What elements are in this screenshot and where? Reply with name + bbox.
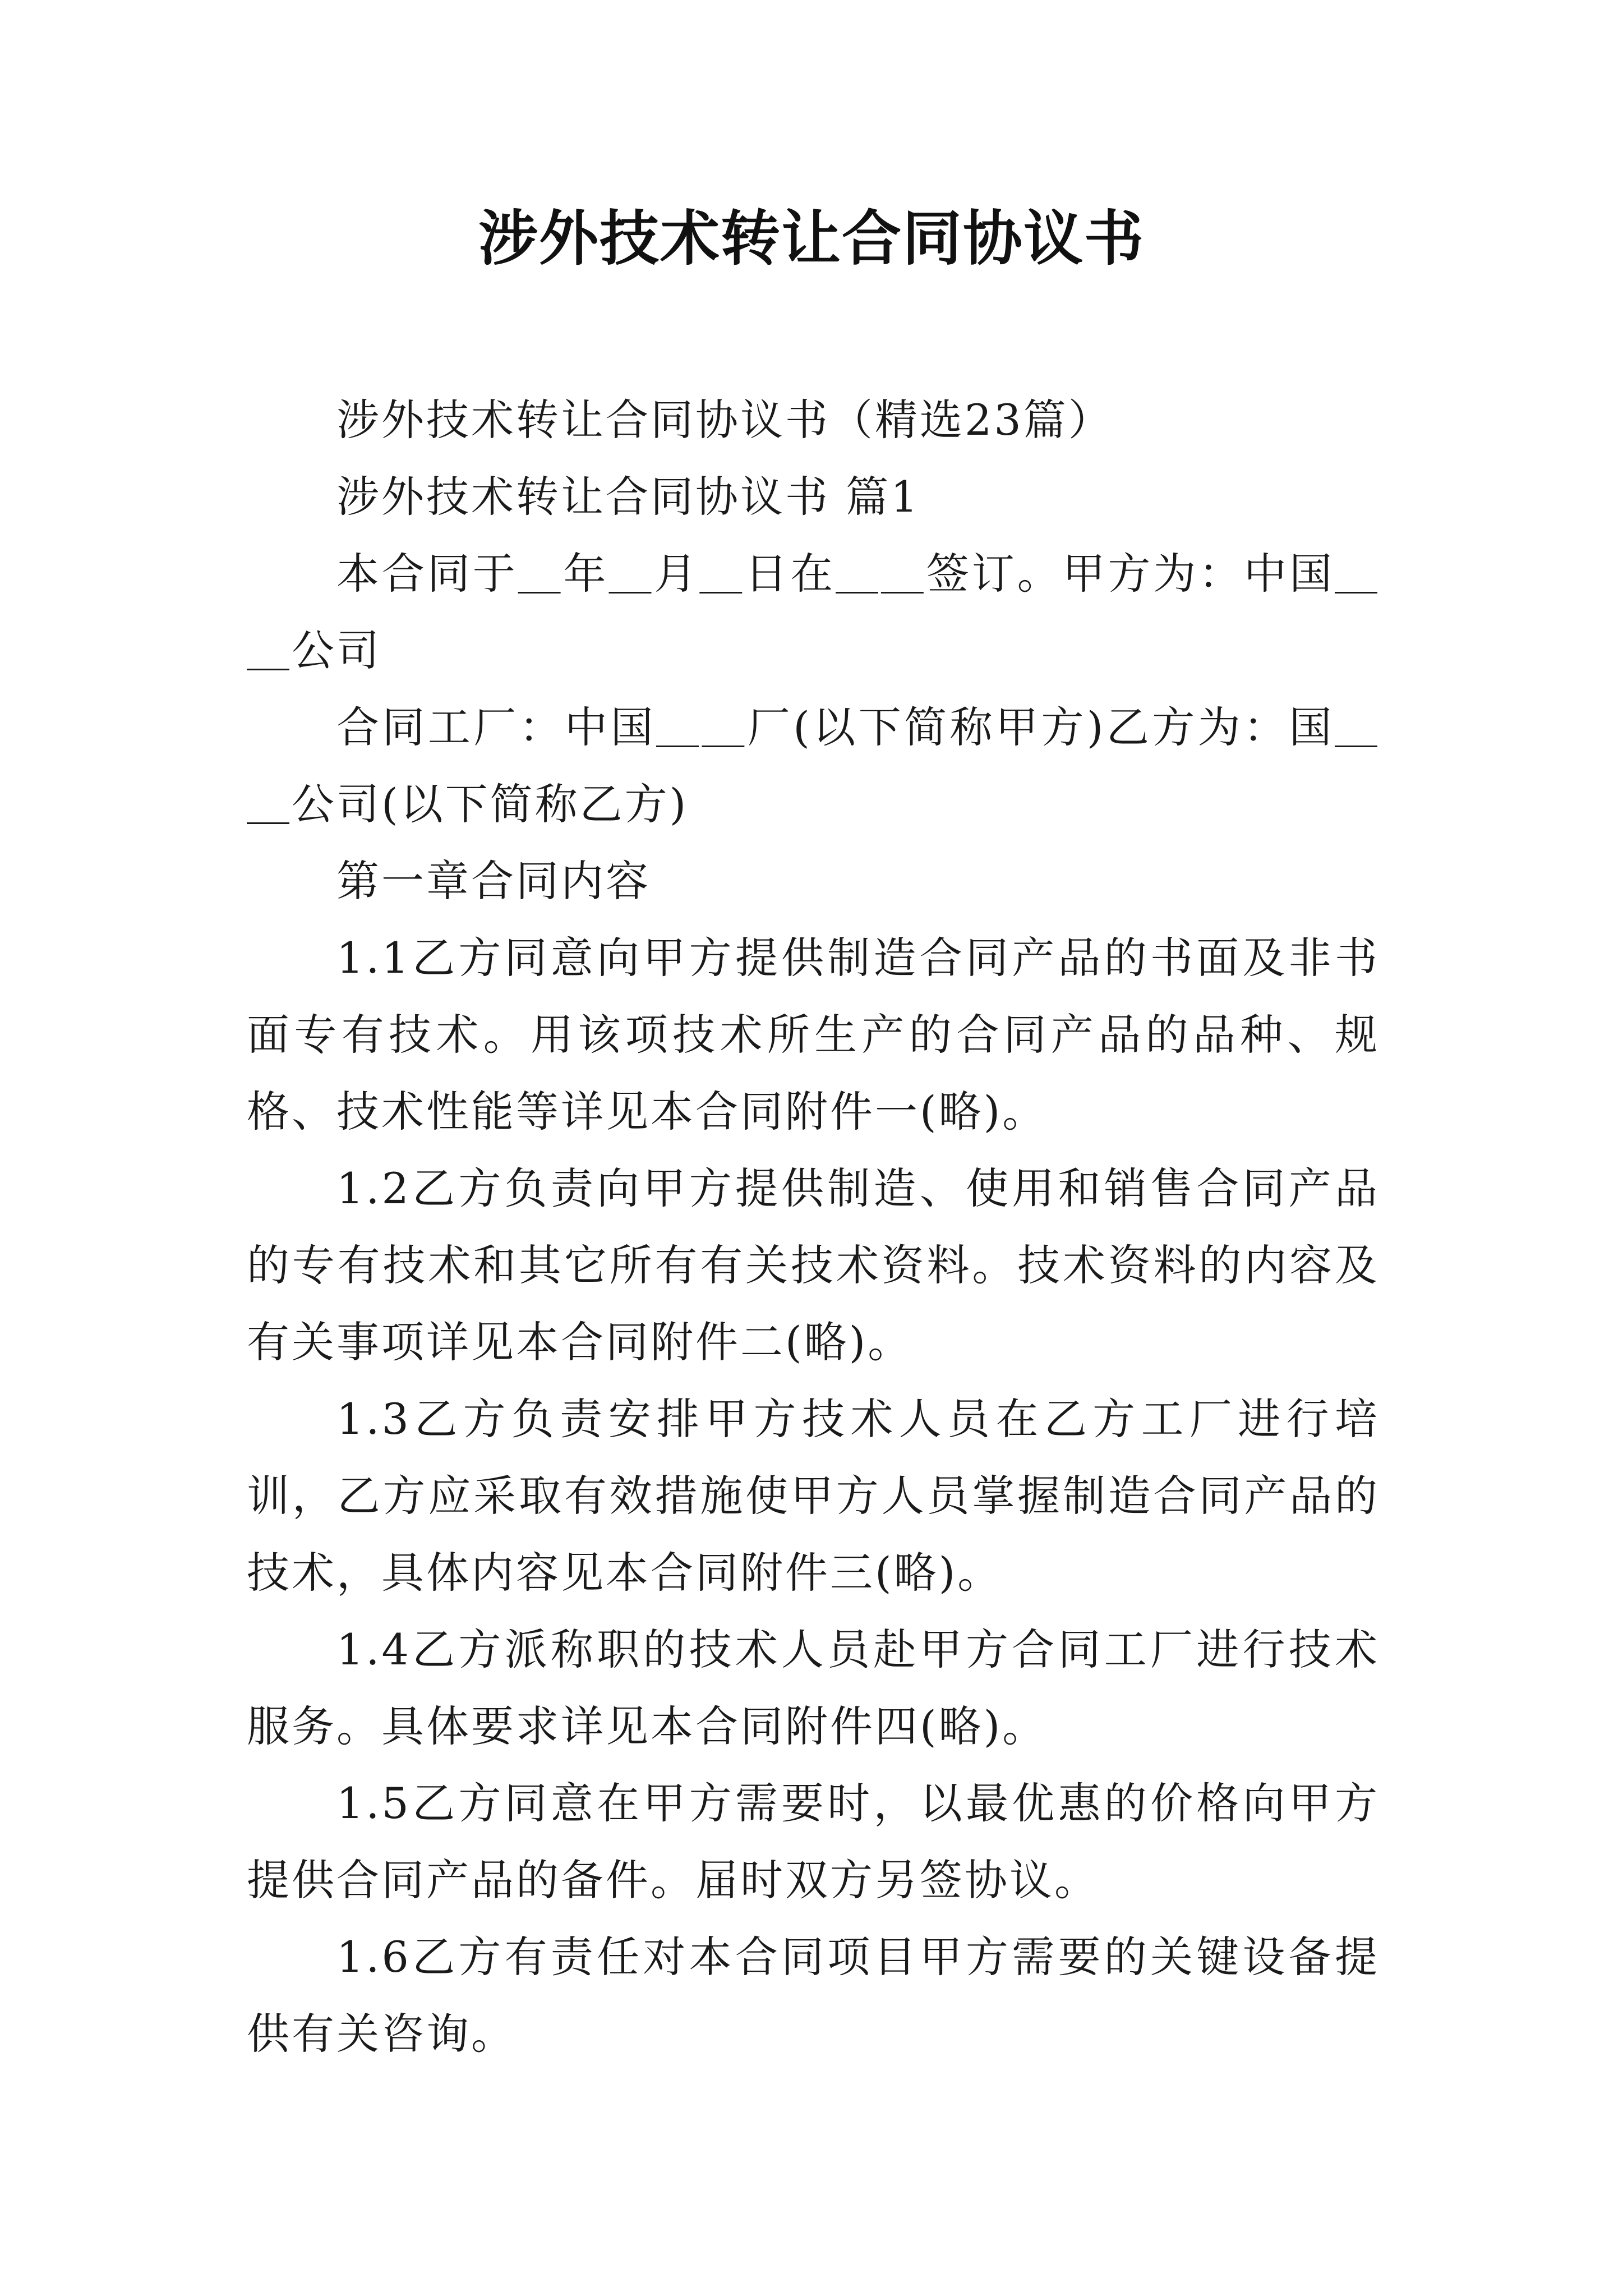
- paragraph-clause-1-4: 1.4乙方派称职的技术人员赴甲方合同工厂进行技术服务。具体要求详见本合同附件四(略)。: [247, 1625, 1380, 1751]
- paragraph-clause-1-5: 1.5乙方同意在甲方需要时，以最优惠的价格向甲方提供合同产品的备件。届时双方另签协议。: [247, 1778, 1380, 1905]
- paragraph-parties: 合同工厂：中国＿＿厂(以下简称甲方)乙方为：国＿＿公司(以下简称乙方): [247, 702, 1380, 829]
- document-body: [247, 381, 1380, 2072]
- paragraph-signing-info: 本合同于＿年＿月＿日在＿＿签订。甲方为：中国＿＿公司: [247, 549, 1380, 675]
- paragraph-clause-1-1: 1.1乙方同意向甲方提供制造合同产品的书面及非书面专有技术。用该项技术所生产的合同产品的品种、规格、技术性能等详见本合同附件一(略)。: [247, 933, 1380, 1137]
- paragraph-clause-1-2: 1.2乙方负责向甲方提供制造、使用和销售合同产品的专有技术和其它所有有关技术资料。技术资料的内容及有关事项详见本合同附件二(略)。: [247, 1163, 1380, 1367]
- paragraph-clause-1-6: 1.6乙方有责任对本合同项目甲方需要的关键设备提供有关咨询。: [247, 1932, 1380, 2059]
- paragraph-subtitle: 涉外技术转让合同协议书（精选23篇）: [336, 395, 1113, 445]
- document-title: 涉外技术转让合同协议书: [478, 203, 1145, 273]
- paragraph-chapter-heading: 第一章合同内容: [336, 856, 651, 906]
- paragraph-section-heading: 涉外技术转让合同协议书 篇1: [336, 472, 920, 522]
- paragraph-clause-1-3: 1.3乙方负责安排甲方技术人员在乙方工厂进行培训，乙方应采取有效措施使甲方人员掌握制造合同产品的技术，具体内容见本合同附件三(略)。: [247, 1394, 1380, 1598]
